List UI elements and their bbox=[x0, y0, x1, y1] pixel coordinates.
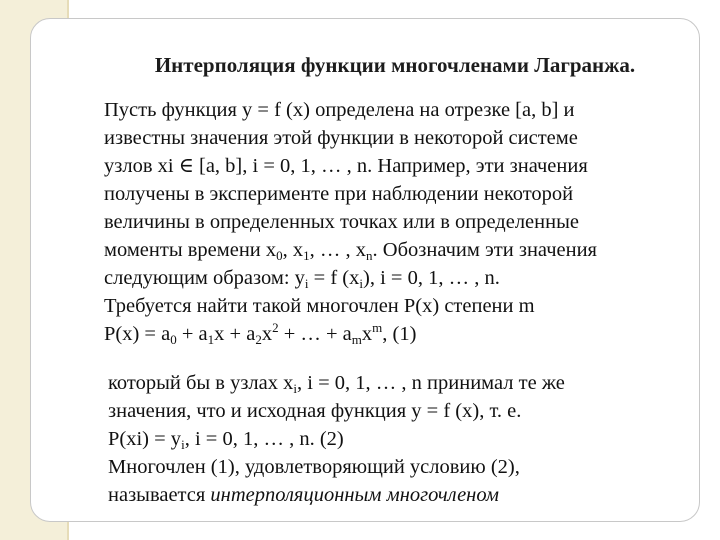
text-line: Многочлен (1), удовлетворяющий условию (2), bbox=[108, 456, 520, 478]
text-line: Требуется найти такой многочлен P(x) степени m bbox=[104, 295, 535, 317]
formula-line: $P(xi) = y_i$, i = 0, 1, … , n. (2) bbox=[108, 428, 344, 452]
text-line: моменты времени $x_0$, $x_1$, … , $x_n$. Обозначим эти значения bbox=[104, 239, 597, 263]
text-line: значения, что и исходная функция y = f (x), т. е. bbox=[108, 400, 522, 422]
text-line: Пусть функция y = f (x) определена на отрезке [a, b] и bbox=[104, 99, 575, 121]
text-line: величины в определенных точках или в определенные bbox=[104, 211, 579, 233]
emphasized-term: интерполяционным многочленом bbox=[210, 484, 499, 506]
formula-line: $P(x) = a_0 + a_1x + a_2x^2$ + … + $a_mx^m$, (1) bbox=[104, 320, 417, 347]
text-line: получены в эксперименте при наблюдении некоторой bbox=[104, 183, 574, 205]
text-line: называется интерполяционным многочленом bbox=[108, 484, 499, 506]
slide-title: Интерполяция функции многочленами Лагранжа. bbox=[154, 53, 636, 77]
text-line: известны значения этой функции в некоторой системе bbox=[104, 127, 578, 149]
paragraph-condition bbox=[108, 369, 694, 509]
text-line: который бы в узлах $x_i$, i = 0, 1, … , n принимал те же bbox=[108, 372, 565, 396]
paragraph-definition bbox=[104, 96, 690, 348]
text-line: следующим образом: $y_i = f$ $(x_i)$, i = 0, 1, … , n. bbox=[104, 267, 500, 291]
text-line: узлов xi ∈ [a, b], i = 0, 1, … , n. Например, эти значения bbox=[104, 155, 588, 177]
